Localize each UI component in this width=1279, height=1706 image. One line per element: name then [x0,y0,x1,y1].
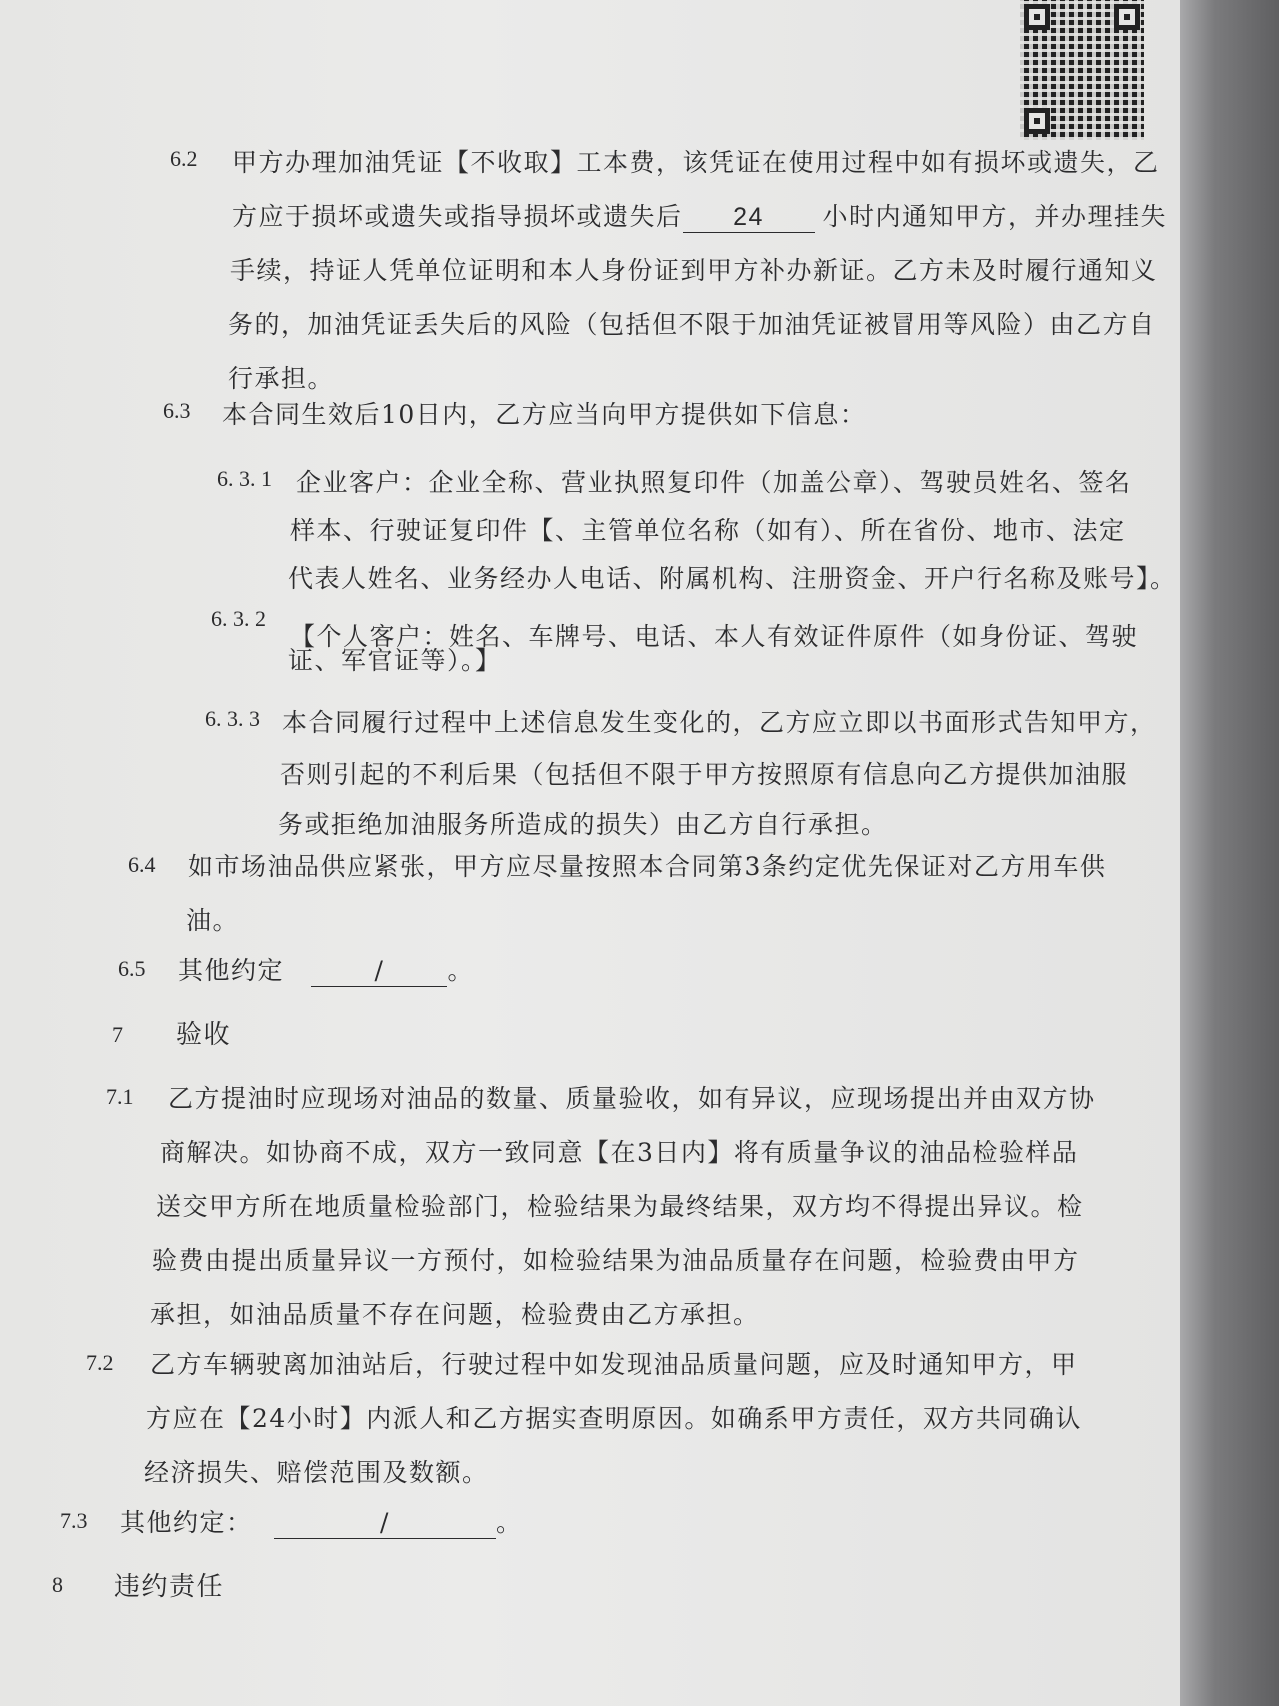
line: 如市场油品供应紧张，甲方应尽量按照本合同第3条约定优先保证对乙方用车供 [188,852,1107,881]
line: 商解决。如协商不成，双方一致同意【在3日内】将有质量争议的油品检验样品 [160,1138,1079,1167]
line: 油。 [186,906,240,935]
section-title: 违约责任 [114,1572,225,1602]
line: 证、军官证等）。】 [288,646,502,675]
section-number: 7.1 [106,1084,134,1109]
section-title: 验收 [176,1020,232,1050]
section-number: 7.2 [86,1350,114,1375]
qr-code-icon [1020,0,1144,140]
hours-blank: 24 [683,202,815,233]
text: 。 [447,956,474,985]
section-number: 6.3 [163,398,191,423]
text: 方应于损坏或遗失或指导损坏或遗失后 [232,202,683,231]
section-number: 6. 3. 2 [211,606,266,631]
line: 手续，持证人凭单位证明和本人身份证到甲方补办新证。乙方未及时履行通知义 [230,256,1158,285]
line: 代表人姓名、业务经办人电话、附属机构、注册资金、开户行名称及账号】。 [288,564,1177,593]
section-number: 6. 3. 3 [205,706,260,731]
line: 验费由提出质量异议一方预付，如检验结果为油品质量存在问题，检验费由甲方 [152,1246,1080,1275]
line [232,190,1167,244]
line: 样本、行驶证复印件【、主管单位名称（如有）、所在省份、地市、法定 [290,516,1126,545]
line: 本合同生效后10日内，乙方应当向甲方提供如下信息： [222,400,867,429]
section-number: 7 [112,1022,123,1047]
section-number: 8 [52,1572,63,1597]
line: 经济损失、赔偿范围及数额。 [144,1458,489,1487]
line: 企业客户：企业全称、营业执照复印件（加盖公章）、驾驶员姓名、签名 [296,468,1132,497]
text: 其他约定 [178,956,285,985]
section-number: 6. 3. 1 [217,466,272,491]
text: 小时内通知甲方，并办理挂失 [822,202,1168,231]
line: 甲方办理加油凭证【不收取】工本费，该凭证在使用过程中如有损坏或遗失，乙 [232,148,1160,177]
section-number: 6.4 [128,852,156,877]
line: 承担，如油品质量不存在问题，检验费由乙方承担。 [150,1300,760,1329]
line: 务的，加油凭证丢失后的风险（包括但不限于加油凭证被冒用等风险）由乙方自 [228,310,1156,339]
line: 本合同履行过程中上述信息发生变化的，乙方应立即以书面形式告知甲方， [282,708,1157,737]
line: 【个人客户：姓名、车牌号、电话、本人有效证件原件（如身份证、驾驶 [290,622,1139,651]
section-number: 6.5 [118,956,146,981]
line: 务或拒绝加油服务所造成的损失）由乙方自行承担。 [278,810,888,839]
other-terms-blank: / [274,1508,496,1539]
text: 。 [495,1508,523,1537]
text: 其他约定： [120,1508,253,1537]
line: 送交甲方所在地质量检验部门，检验结果为最终结果，双方均不得提出异议。检 [156,1192,1084,1221]
line [178,944,474,998]
line: 方应在【24小时】内派人和乙方据实查明原因。如确系甲方责任，双方共同确认 [146,1404,1082,1433]
line: 否则引起的不利后果（包括但不限于甲方按照原有信息向乙方提供加油服 [280,760,1129,789]
line: 行承担。 [228,364,335,393]
line [120,1496,522,1550]
line: 乙方提油时应现场对油品的数量、质量验收，如有异议，应现场提出并由双方协 [168,1084,1096,1113]
section-number: 6.2 [170,146,198,171]
page-shadow [1180,0,1279,1706]
section-number: 7.3 [60,1508,88,1533]
line: 乙方车辆驶离加油站后，行驶过程中如发现油品质量问题，应及时通知甲方，甲 [150,1350,1078,1379]
other-terms-blank: / [311,956,447,987]
